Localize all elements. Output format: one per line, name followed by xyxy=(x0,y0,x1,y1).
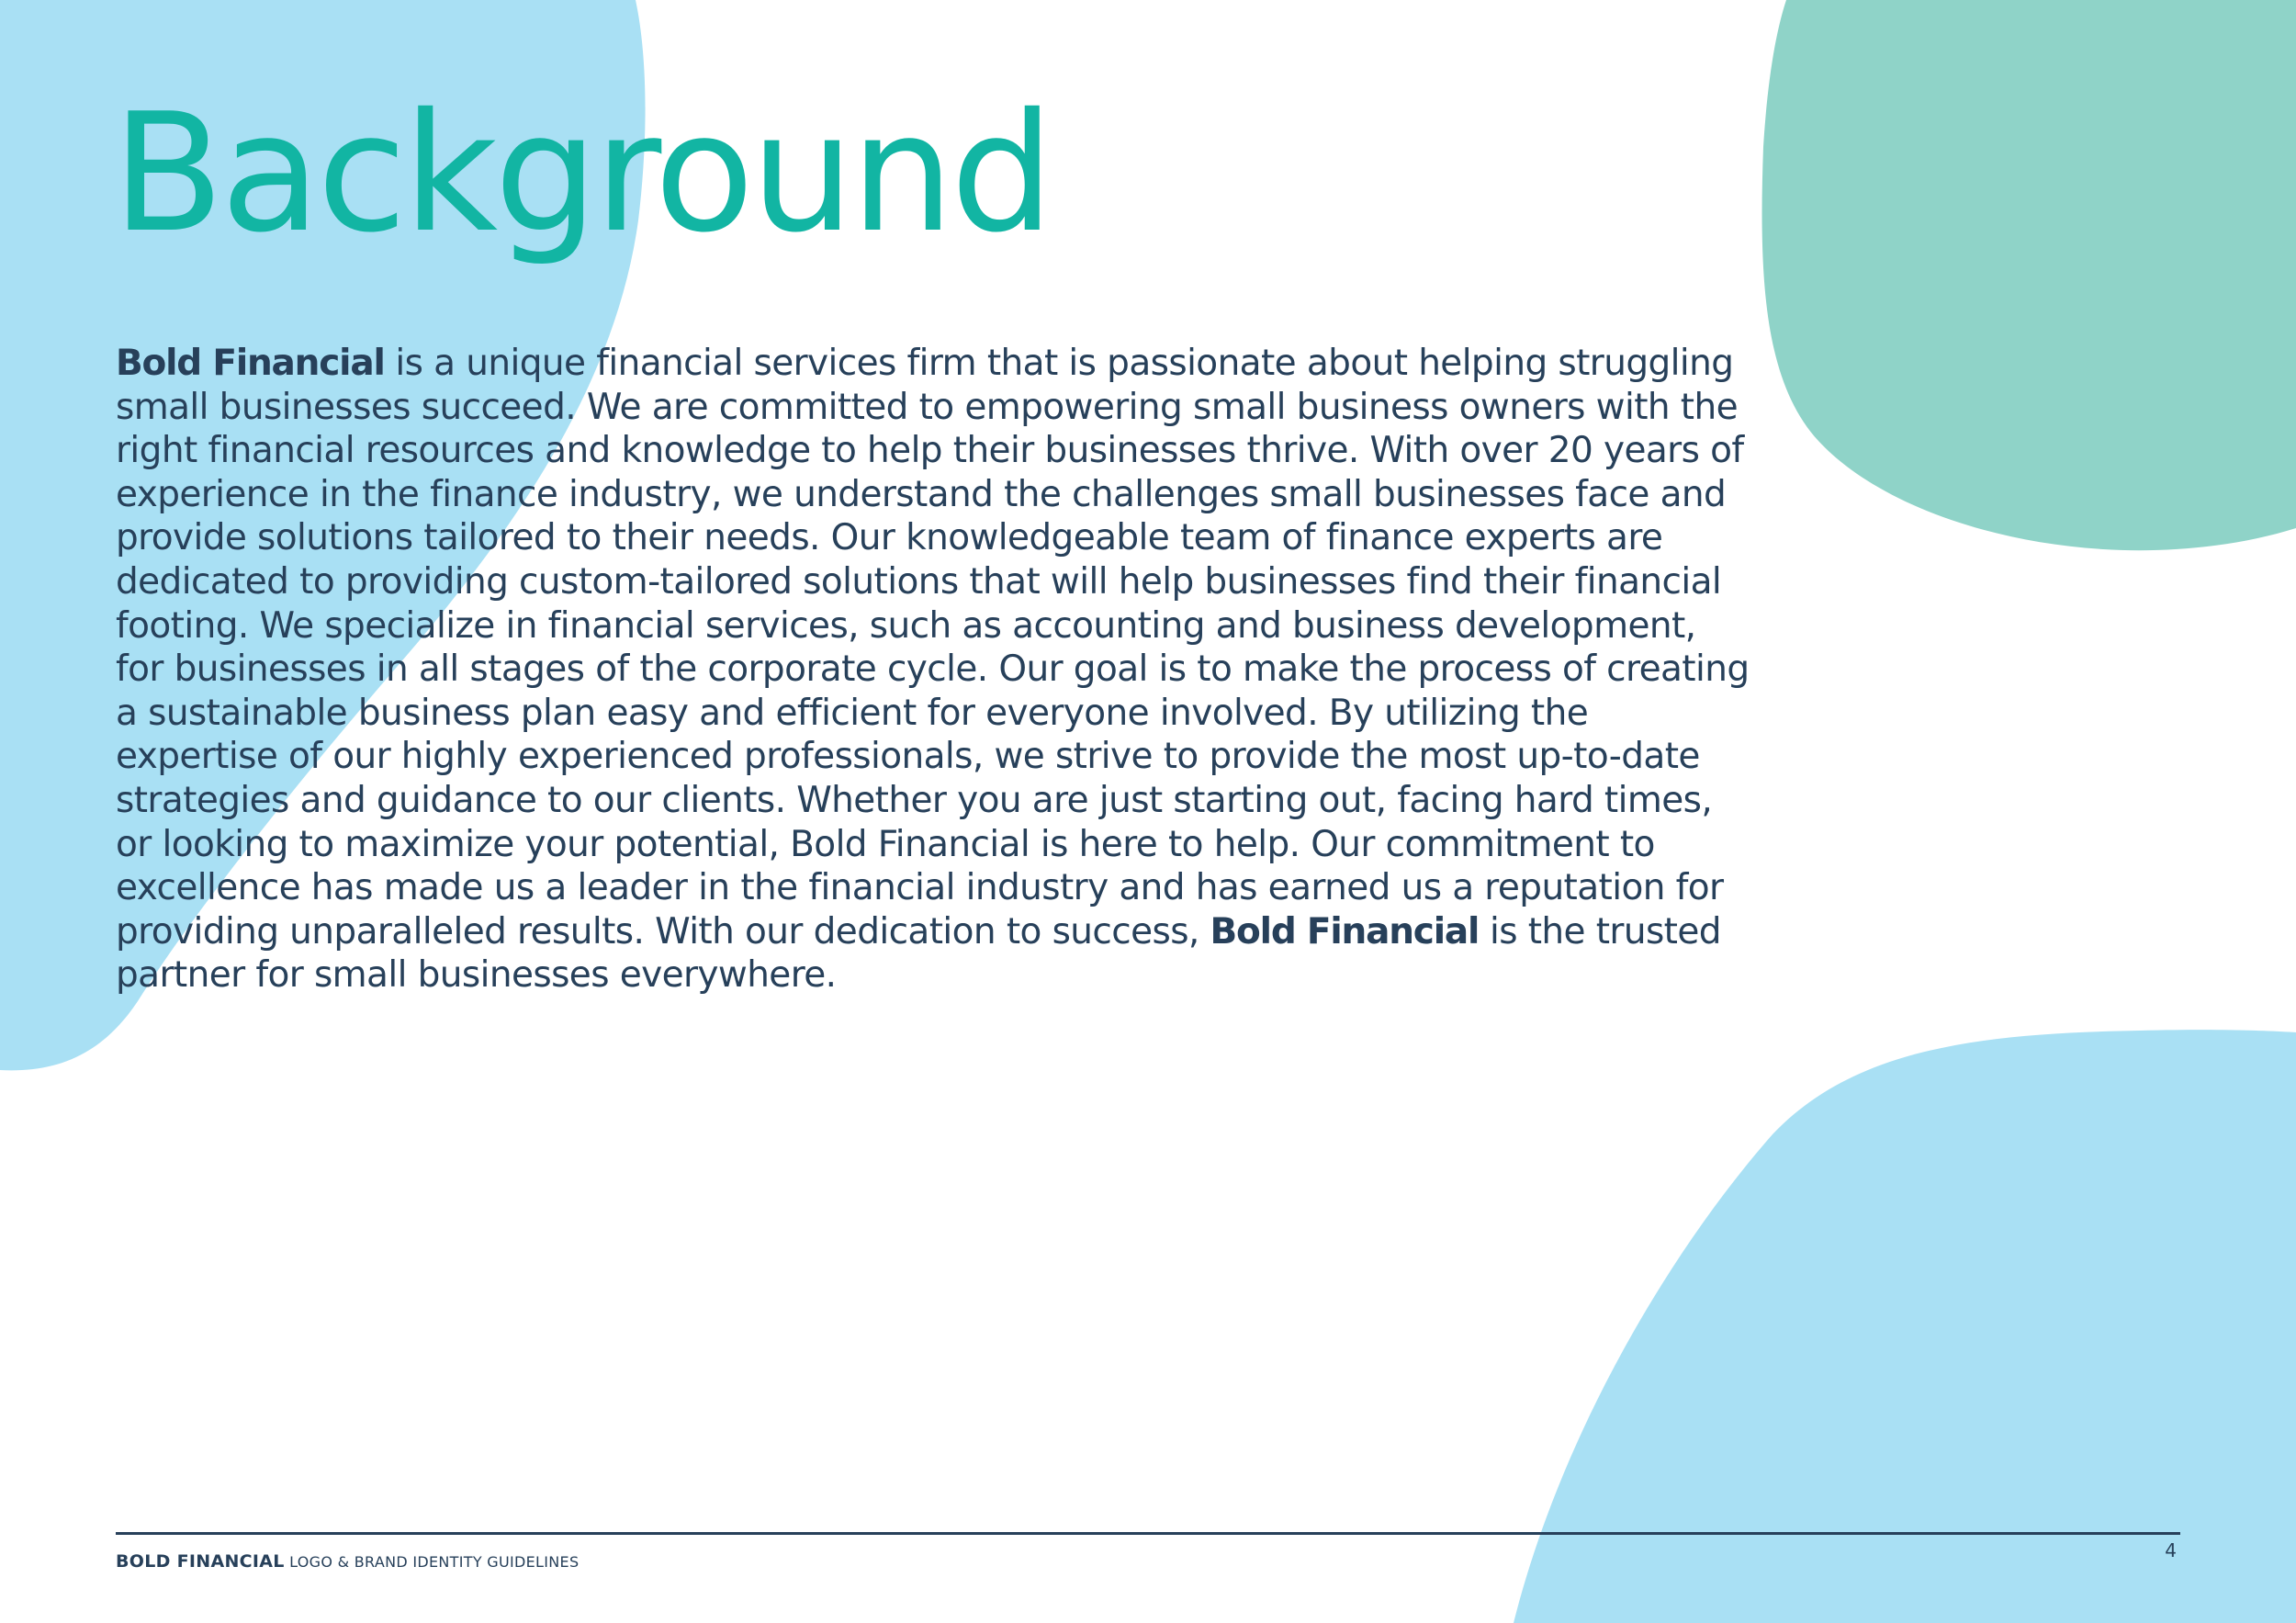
footer-brand: BOLD FINANCIAL xyxy=(116,1551,285,1572)
paragraph-text-part1: is a unique financial services firm that is passionate about helping struggling small businesses succeed. We are committed to empowering small business owners with the right financial resources and knowledge to help their businesses thrive. With over 20 years of experience in the finance industry, we understand the challenges small businesses face and provide solutions tailored to their needs. Our knowledgeable team of finance experts are dedicated to providing custom-tailored solutions that will help businesses find their financial footing. We specialize in financial services, such as accounting and business development, for businesses in all stages of the corporate cycle. Our goal is to make the process of creating a sustainable business plan easy and efficient for everyone involved. By utilizing the expertise of our highly experienced professionals, we strive to provide the most up-to-date strategies and guidance to our clients. Whether you are just starting out, facing hard times, or looking to maximize your potential, Bold Financial is here to help. Our commitment to excellence has made us a leader in the financial industry and has earned us a reputation for providing unparalleled results. With our dedication to success, xyxy=(116,343,1750,952)
page-number: 4 xyxy=(2165,1539,2177,1561)
brand-name-emphasis: Bold Financial xyxy=(116,343,385,384)
paragraph-text-part2: is the trusted partner for small businesses everywhere. xyxy=(116,910,1721,997)
page-title: Background xyxy=(112,78,1051,268)
footer-document-label xyxy=(116,1552,579,1572)
footer-subtitle: LOGO & BRAND IDENTITY GUIDELINES xyxy=(284,1553,580,1571)
brand-name-emphasis: Bold Financial xyxy=(1210,910,1480,952)
background-paragraph xyxy=(116,342,1750,997)
footer-divider xyxy=(116,1532,2180,1535)
top-right-green-blob xyxy=(1762,0,2296,550)
